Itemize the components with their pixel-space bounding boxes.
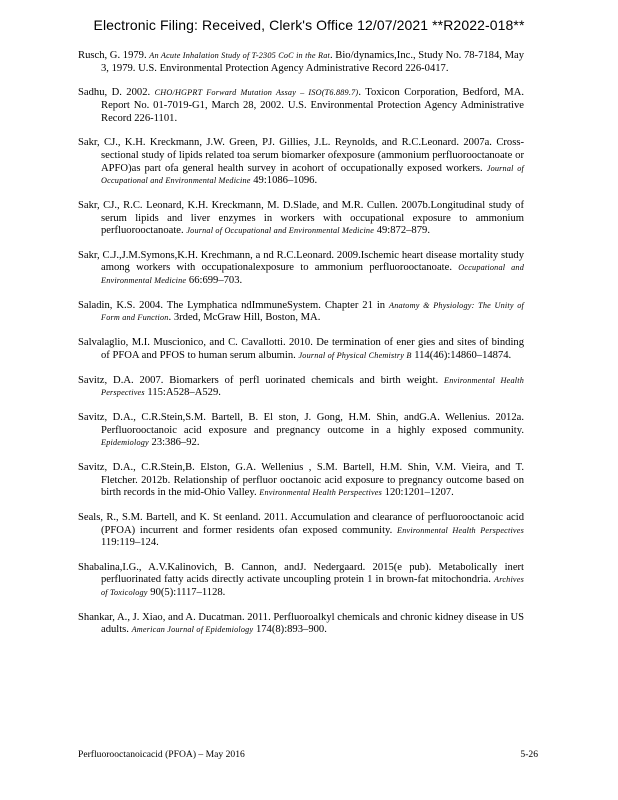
reference-entry (78, 375, 524, 400)
reference-source-title: Occupational and Environmental Medicine (101, 263, 524, 286)
reference-text: Sakr, CJ., R.C. Leonard, K.H. Kreckmann, M. D.Slade, and M.R. Cullen. 2007b.Longitudinal study of serum lipids and liver enzymes in workers with occupational exposure to ammonium perfluorooctanoate. (78, 199, 524, 237)
reference-source-title: Journal of Occupational and Environmental Medicine (186, 226, 375, 236)
reference-text: Savitz, D.A., C.R.Stein,B. Elston, G.A. Wellenius , S.M. Bartell, H.M. Shin, V.M. Vieira, and T. Fletcher. 2012b. Relationship of perfluor ooctanoic acid exposure to pregnancy outcome based on birth records in the mid-Ohio Valley. (78, 461, 524, 499)
reference-text: 120:1201–1207. (382, 487, 454, 499)
reference-source-title: Archives of Toxicology (101, 575, 524, 598)
filing-header: Electronic Filing: Received, Clerk's Office 12/07/2021 **R2022-018** (93, 17, 525, 33)
reference-text: Sadhu, D. 2002. (78, 87, 155, 99)
reference-entry (78, 50, 524, 75)
reference-text: Sakr, C.J.,J.M.Symons,K.H. Krechmann, a nd R.C.Leonard. 2009.Ischemic heart disease mortality study among workers with occupationalexposure to ammonium perfluorooctanoate. (78, 249, 524, 274)
reference-source-title: An Acute Inhalation Study of T-2305 CoC in the Rat (149, 51, 330, 60)
reference-source-title: Environmental Health Perspectives (101, 375, 524, 398)
reference-text: 90(5):1117–1128. (147, 587, 226, 599)
footer-title: Perfluorooctanoicacid (PFOA) – May 2016 (78, 749, 245, 760)
reference-text: . Toxicon Corporation, Bedford, MA. Report No. 01-7019-G1, March 28, 2002. U.S. Environmental Protection Agency Administrative Record 226-1101. (101, 87, 525, 124)
reference-entry (78, 337, 524, 362)
reference-entry (78, 137, 524, 187)
reference-entry (78, 612, 524, 637)
reference-entry (78, 412, 524, 450)
reference-source-title: Environmental Health Perspectives (397, 525, 524, 535)
reference-text: 119:119–124. (101, 537, 159, 549)
reference-text: Shankar, A., J. Xiao, and A. Ducatman. 2011. Perfluoroalkyl chemicals and chronic kidney disease in US adults. (78, 611, 524, 636)
reference-entry (78, 462, 524, 500)
reference-entry (78, 87, 524, 125)
reference-entry (78, 562, 524, 600)
reference-entry (78, 200, 524, 238)
reference-source-title: Journal of Occupational and Environmental Medicine (101, 163, 524, 186)
reference-text: 23:386–92. (148, 437, 200, 449)
reference-source-title: Epidemiology (101, 438, 149, 448)
reference-entry (78, 250, 524, 288)
page-footer (78, 749, 538, 760)
reference-text: . Bio/dynamics,Inc., Study No. 78-7184, May 3, 1979. U.S. Environmental Protection Agency Administrative Record 226-0417. (101, 50, 524, 74)
reference-text: . 3rded, McGraw Hill, Boston, MA. (168, 312, 321, 324)
page-number: 5-26 (520, 749, 538, 760)
reference-text: 49:872–879. (374, 225, 430, 237)
reference-text: 115:A528–A529. (144, 387, 221, 399)
reference-text: Saladin, K.S. 2004. The Lymphatica ndImmuneSystem. Chapter 21 in (78, 299, 390, 311)
reference-text: 174(8):893–900. (253, 624, 327, 636)
reference-source-title: Environmental Health Perspectives (259, 488, 383, 498)
reference-text: Rusch, G. 1979. (78, 50, 150, 61)
reference-text: Sakr, CJ., K.H. Kreckmann, J.W. Green, PJ. Gillies, J.L. Reynolds, and R.C.Leonard. 2007a. Cross-sectional study of lipids related toa serum biomarker ofexposure (ammonium perfluorooctanoate or APFO)as part ofa general health survey in acohort of occupationally exposed workers. (78, 137, 524, 174)
reference-entry (78, 512, 524, 550)
reference-text: Savitz, D.A., C.R.Stein,S.M. Bartell, B. El ston, J. Gong, H.M. Shin, andG.A. Wellenius. 2012a. Perfluorooctanoic acid exposure and pregnancy outcome in a highly exposed community. (78, 411, 524, 436)
reference-text: Shabalina,I.G., A.V.Kalinovich, B. Cannon, andJ. Nedergaard. 2015(e pub). Metabolically inert perfluorinated fatty acids directly activate uncoupling protein 1 in brown-fat mitochondria. (78, 561, 524, 586)
reference-list (78, 50, 524, 649)
reference-text: 114(46):14860–14874. (411, 349, 512, 361)
reference-text: Salvalaglio, M.I. Muscionico, and C. Cavallotti. 2010. De termination of ener gies and sites of binding of PFOA and PFOS to human serum albumin. (78, 337, 524, 361)
reference-text: 49:1086–1096. (250, 175, 318, 187)
reference-source-title: Anatomy & Physiology: The Unity of Form and Function (101, 300, 525, 323)
reference-source-title: Journal of Physical Chemistry B (298, 350, 412, 360)
reference-source-title: American Journal of Epidemiology (131, 625, 254, 635)
reference-text: Savitz, D.A. 2007. Biomarkers of perfl uorinated chemicals and birth weight. (78, 374, 445, 386)
reference-text: 66:699–703. (186, 275, 243, 287)
reference-entry (78, 300, 524, 325)
reference-text: Seals, R., S.M. Bartell, and K. St eenland. 2011. Accumulation and clearance of perfluorooctanoic acid (PFOA) incurrent and former residents ofan exposed community. (78, 511, 524, 536)
reference-source-title: CHO/HGPRT Forward Mutation Assay – ISO(T6.889.7) (154, 88, 359, 98)
